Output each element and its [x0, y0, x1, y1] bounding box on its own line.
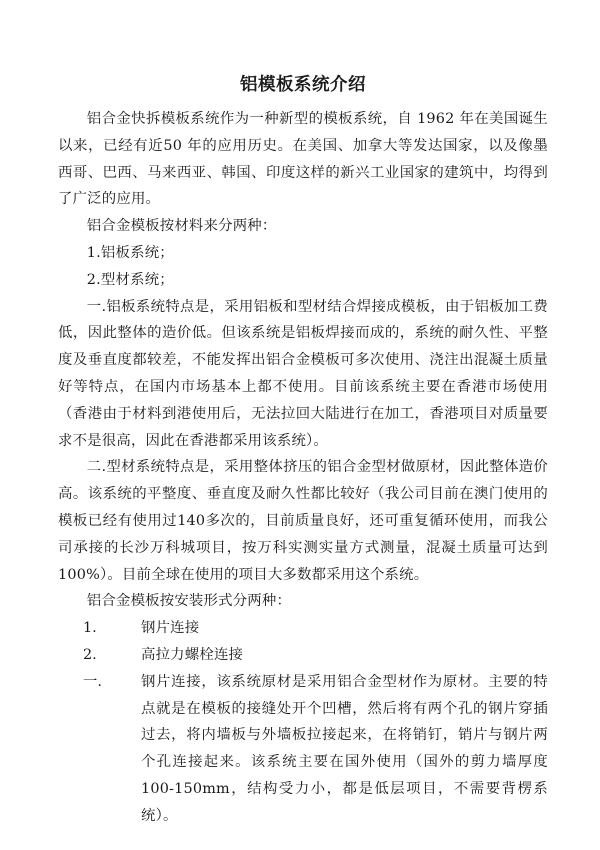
section-profile-system: 二.型材系统特点是，采用整体挤压的铝合金型材做原材，因此整体造价高。该系统的平整度、垂直度及耐久性都比较好（我公司目前在澳门使用的模板已经有使用过140多次的，目前质量良好，还可重复循环使用，而我公司承接的长沙万科城项目，按万科实测实量方式测量，混凝土质量可达到100%）。目前全球在使用的项目大多数都采用这个系统。 [58, 459, 548, 583]
install-item-text: 钢片连接 [141, 620, 200, 637]
document-page [58, 72, 548, 830]
install-item-1 [58, 615, 548, 642]
install-heading: 铝合金模板按安装形式分两种： [86, 593, 292, 610]
intro-paragraph: 铝合金快拆模板系统作为一种新型的模板系统，自 1962 年在美国诞生以来，已经有近50 年的应用历史。在美国、加拿大等发达国家，以及像墨西哥、巴西、马来西亚、韩国、印度这样的新兴工业国家的建筑中，均得到了广泛的应用。 [58, 111, 548, 208]
section-number: 一. [83, 673, 102, 690]
install-item-number: 2. [83, 646, 97, 663]
page-title: 铝模板系统介绍 [240, 75, 366, 95]
install-item-number: 1. [83, 620, 97, 637]
section-text: 钢片连接，该系统原材是采用铝合金型材作为原材。主要的特点就是在模板的接缝处开个凹槽，然后将有两个孔的钢片穿插过去，将内墙板与外墙板拉接起来，在将销钉，销片与钢片两个孔连接起来。该系统主要在国外使用（国外的剪力墙厚度100-150mm，结构受力小，都是低层项目，不需要背楞系统）。 [141, 673, 548, 824]
material-heading: 铝合金模板按材料来分两种： [86, 218, 277, 235]
install-item-text: 高拉力螺栓连接 [141, 646, 244, 663]
section-aluminum-plate: 一.铝板系统特点是，采用铝板和型材结合焊接成模板，由于铝板加工费低，因此整体的造价低。但该系统是铝板焊接而成的，系统的耐久性、平整度及垂直度都较差，不能发挥出铝合金模板可多次使用、浇注出混凝土质量好等特点，在国内市场基本上都不使用。目前该系统主要在香港市场使用（香港由于材料到港使用后，无法拉回大陆进行在加工，香港项目对质量要求不是很高，因此在香港都采用该系统）。 [58, 298, 548, 449]
material-item-1: 1.铝板系统； [86, 244, 174, 261]
install-item-2 [58, 642, 548, 669]
material-item-2: 2.型材系统； [86, 271, 174, 288]
section-steel-sheet [58, 669, 548, 830]
